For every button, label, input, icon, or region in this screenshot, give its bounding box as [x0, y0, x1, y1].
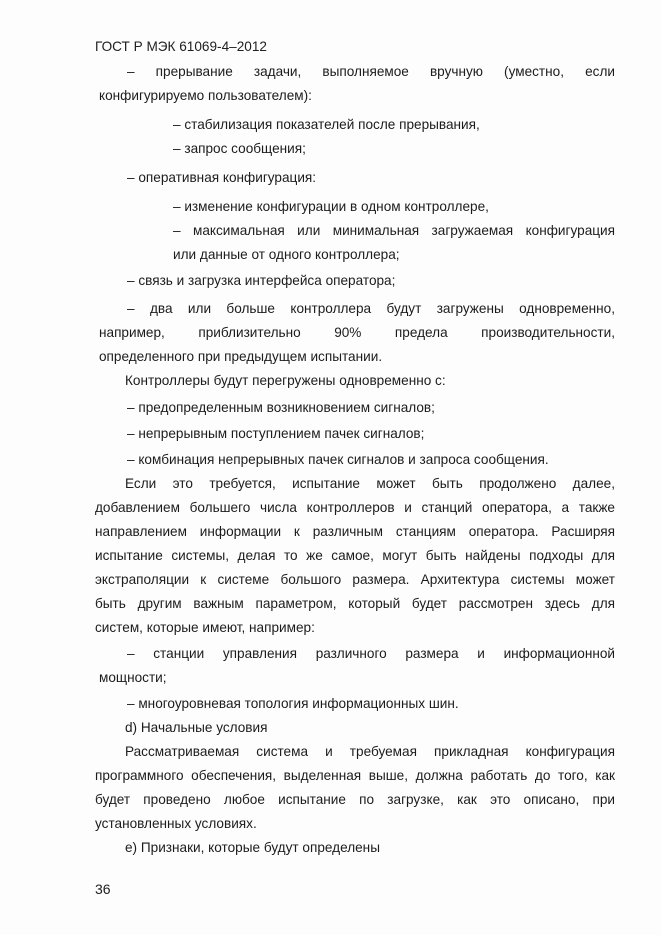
text-line: – максимальная или минимальная загружаемая конфигурация: [173, 223, 615, 238]
text-line: добавлением большего числа контроллеров и станций оператора, а также: [95, 500, 615, 515]
text-line: – комбинация непрерывных пачек сигналов и запроса сообщения.: [127, 452, 549, 467]
text-line: – предопределенным возникновением сигналов;: [127, 400, 435, 415]
text-line: систем, которые имеют, например:: [95, 620, 315, 635]
text-line: – станции управления различного размера и информационной: [127, 646, 615, 661]
text-line: конфигурируемо пользователем):: [99, 88, 312, 103]
text-line: – запрос сообщения;: [173, 141, 306, 156]
text-line: – непрерывным поступлением пачек сигналов;: [127, 426, 425, 441]
text-line: программного обеспечения, выделенная выше, должна работать до того, как: [95, 768, 615, 783]
text-line: Контроллеры будут перегружены одновременно с:: [125, 373, 446, 388]
text-line: – изменение конфигурации в одном контроллере,: [173, 199, 489, 214]
text-line: будет проведено любое испытание по загрузке, как это описано, при: [95, 792, 615, 807]
text-line: направлением информации к различным станциям оператора. Расширяя: [95, 524, 615, 539]
page-number: 36: [95, 881, 111, 897]
text-line: – связь и загрузка интерфейса оператора;: [127, 273, 396, 288]
text-line: определенного при предыдущем испытании.: [99, 349, 383, 364]
text-line: – два или больше контроллера будут загружены одновременно,: [127, 301, 615, 316]
text-line: установленных условиях.: [95, 816, 257, 831]
text-line: Если это требуется, испытание может быть продолжено далее,: [125, 476, 615, 491]
text-line: – прерывание задачи, выполняемое вручную (уместно, если: [127, 64, 615, 79]
text-line: быть другим важным параметром, который будет рассмотрен здесь для: [95, 596, 615, 611]
text-line: мощности;: [99, 670, 167, 685]
text-line: – многоуровневая топология информационных шин.: [127, 696, 459, 711]
document-header: ГОСТ Р МЭК 61069-4–2012: [95, 39, 267, 54]
text-line: – оперативная конфигурация:: [127, 170, 317, 185]
text-line: например, приблизительно 90% предела производительности,: [99, 325, 615, 340]
text-line: или данные от одного контроллера;: [173, 247, 400, 262]
text-line: – стабилизация показателей после прерывания,: [173, 117, 480, 132]
section-heading: d) Начальные условия: [125, 720, 268, 735]
text-line: экстраполяции к системе большого размера. Архитектура системы может: [95, 572, 615, 587]
text-line: Рассматриваемая система и требуемая прикладная конфигурация: [125, 744, 615, 759]
section-heading: e) Признаки, которые будут определены: [125, 840, 380, 855]
text-line: испытание системы, делая то же самое, могут быть найдены подходы для: [95, 548, 615, 563]
